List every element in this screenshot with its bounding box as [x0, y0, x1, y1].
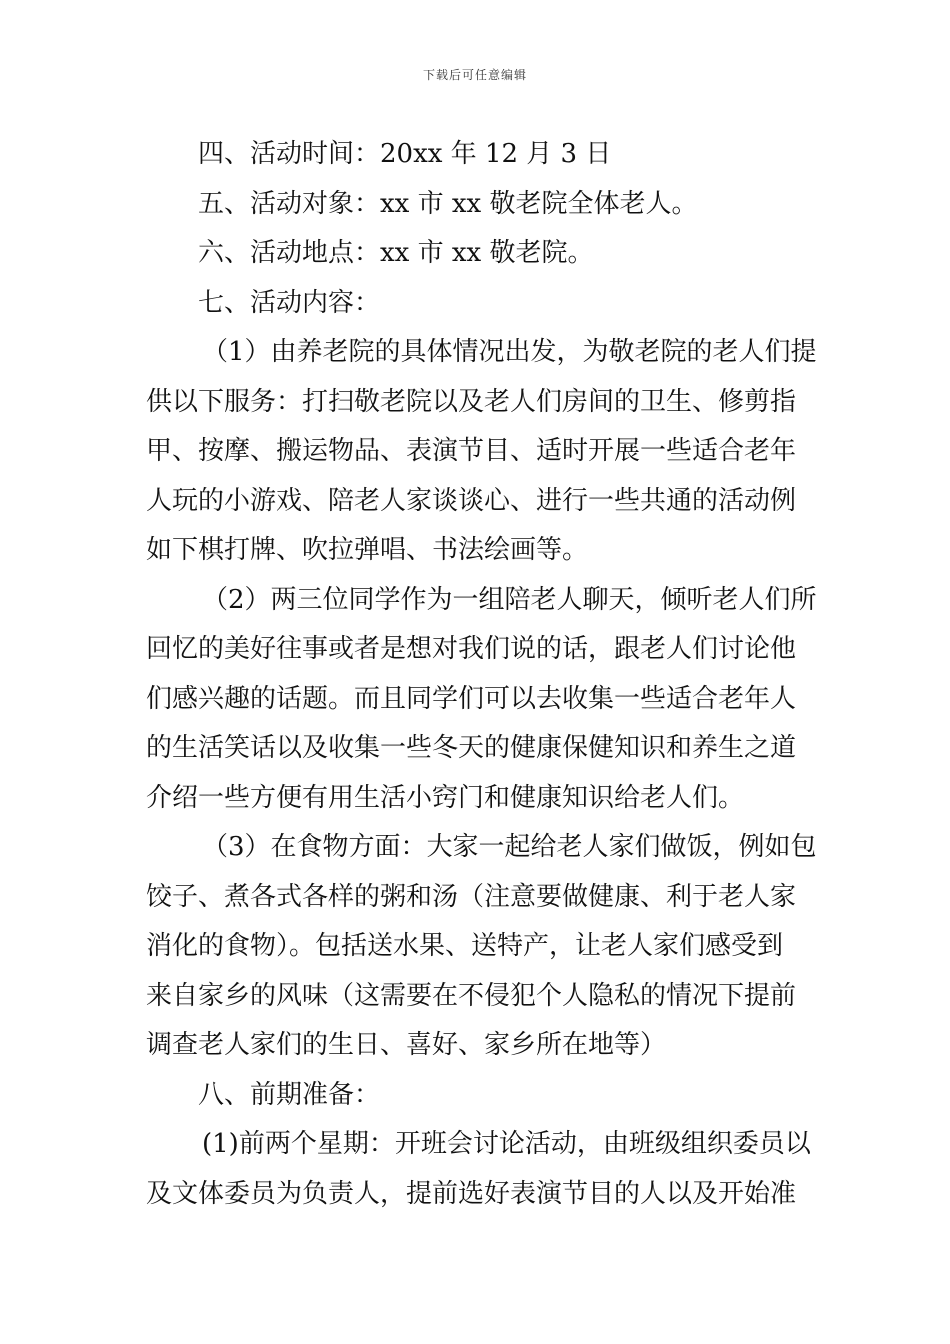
- paragraph-line: 饺子、煮各式各样的粥和汤（注意要做健康、利于老人家: [146, 881, 797, 912]
- paragraph-line: 们感兴趣的话题。而且同学们可以去收集一些适合老年人: [146, 683, 797, 714]
- section-preparation-heading: 八、前期准备：: [198, 1079, 381, 1110]
- section-activity-location: 六、活动地点：xx 市 xx 敬老院。: [198, 238, 594, 268]
- paragraph-line: 人玩的小游戏、陪老人家谈谈心、进行一些共通的活动例: [146, 485, 797, 516]
- section-activity-time: 四、活动时间：20xx 年 12 月 3 日: [198, 139, 612, 169]
- paragraph-line: 来自家乡的风味（这需要在不侵犯个人隐私的情况下提前: [146, 980, 797, 1011]
- section-activity-content-heading: 七、活动内容：: [198, 287, 381, 318]
- section-activity-target: 五、活动对象：xx 市 xx 敬老院全体老人。: [198, 188, 698, 219]
- paragraph-line: 如下棋打牌、吹拉弹唱、书法绘画等。: [146, 535, 589, 565]
- paragraph-line: 介绍一些方便有用生活小窍门和健康知识给老人们。: [146, 782, 745, 813]
- paragraph-line: (1)前两个星期：开班会讨论活动，由班级组织委员以: [202, 1129, 811, 1159]
- paragraph-line: 回忆的美好往事或者是想对我们说的话，跟老人们讨论他: [146, 634, 797, 664]
- paragraph-line: 的生活笑话以及收集一些冬天的健康保健知识和养生之道: [146, 733, 797, 763]
- paragraph-line: 甲、按摩、搬运物品、表演节目、适时开展一些适合老年: [146, 436, 797, 466]
- document-body: [146, 130, 817, 1219]
- paragraph-line: （2）两三位同学作为一组陪老人聊天，倾听老人们所: [202, 584, 817, 615]
- paragraph-line: 供以下服务：打扫敬老院以及老人们房间的卫生、修剪指: [146, 386, 797, 417]
- paragraph-line: 消化的食物）。包括送水果、送特产，让老人家们感受到: [146, 931, 784, 961]
- paragraph-line: （3）在食物方面：大家一起给老人家们做饭，例如包: [202, 832, 817, 862]
- paragraph-line: 及文体委员为负责人，提前选好表演节目的人以及开始准: [146, 1178, 797, 1209]
- paragraph-line: （1）由养老院的具体情况出发，为敬老院的老人们提: [202, 337, 817, 367]
- header-note: 下载后可任意编辑: [422, 68, 527, 82]
- paragraph-line: 调查老人家们的生日、喜好、家乡所在地等）: [146, 1030, 667, 1060]
